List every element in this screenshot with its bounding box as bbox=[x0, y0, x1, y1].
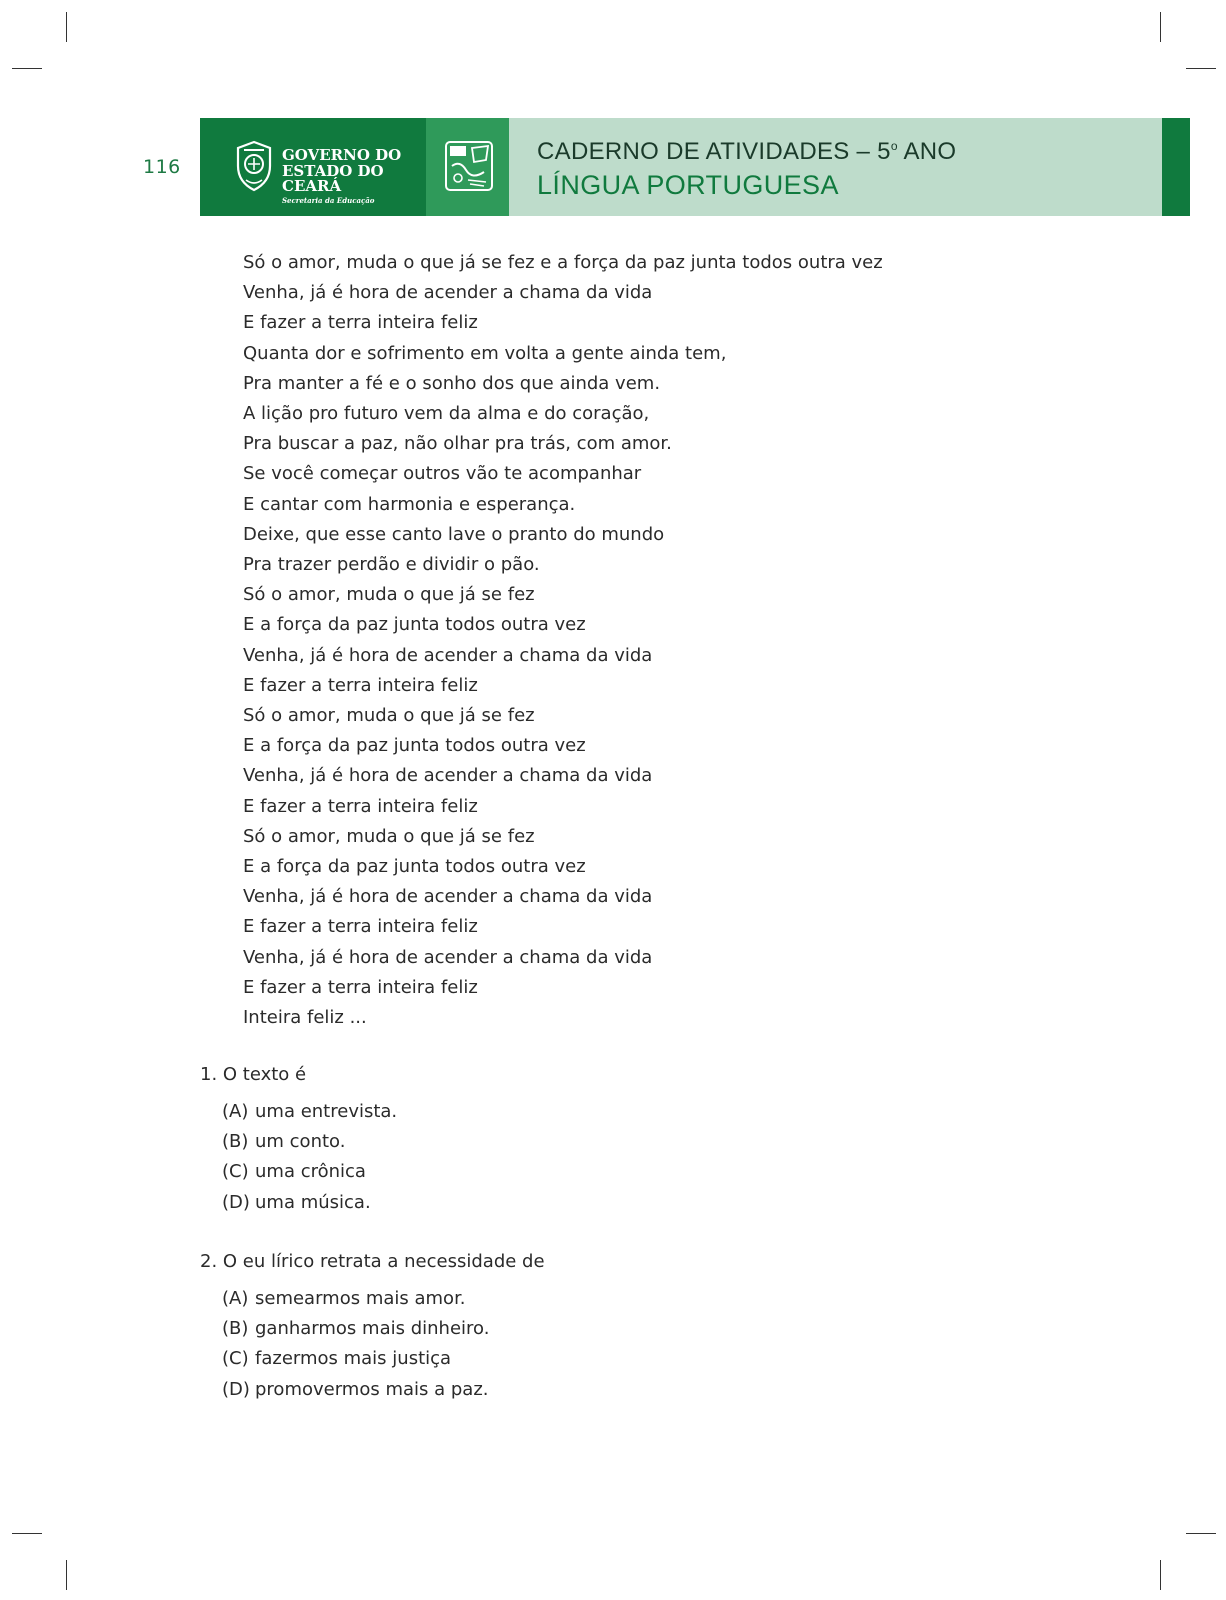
lyric-line: Pra manter a fé e o sonho dos que ainda vem. bbox=[243, 372, 661, 394]
header-title-end: ANO bbox=[897, 138, 957, 165]
lyric-line: Só o amor, muda o que já se fez e a força da paz junta todos outra vez bbox=[243, 252, 883, 273]
question-1 bbox=[200, 1063, 397, 1218]
crop-mark bbox=[66, 1560, 67, 1590]
crop-mark bbox=[12, 1533, 42, 1534]
header-end-bar bbox=[1162, 118, 1190, 216]
option-text: semearmos mais amor. bbox=[255, 1288, 466, 1309]
answer-option-b[interactable] bbox=[222, 1127, 397, 1157]
header-title-box bbox=[509, 118, 1162, 216]
crop-mark bbox=[1186, 68, 1216, 69]
option-letter: (D) bbox=[222, 1191, 250, 1213]
song-lyrics bbox=[243, 248, 883, 1033]
question-stem: 2. O eu lírico retrata a necessidade de bbox=[200, 1251, 545, 1272]
lyric-line: A lição pro futuro vem da alma e do coração, bbox=[243, 403, 650, 425]
answer-option-d[interactable] bbox=[222, 1188, 397, 1218]
lyric-line: Pra buscar a paz, não olhar pra trás, com amor. bbox=[243, 433, 672, 455]
option-letter: (B) bbox=[222, 1318, 249, 1340]
crop-mark bbox=[66, 12, 67, 42]
paic-logo-icon bbox=[444, 140, 494, 192]
answer-option-a[interactable] bbox=[222, 1097, 397, 1127]
government-logo-text bbox=[282, 148, 426, 204]
lyric-line: Pra trazer perdão e dividir o pão. bbox=[243, 554, 540, 576]
gov-line-2: ESTADO DO CEARÁ bbox=[282, 162, 384, 195]
lyric-line: E a força da paz junta todos outra vez bbox=[243, 614, 586, 636]
page-header bbox=[200, 118, 1190, 216]
paic-logo-block bbox=[426, 118, 509, 216]
crop-mark bbox=[1160, 1560, 1161, 1590]
option-letter: (B) bbox=[222, 1131, 249, 1153]
header-title bbox=[537, 138, 956, 166]
option-letter: (C) bbox=[222, 1348, 249, 1370]
header-subtitle: LÍNGUA PORTUGUESA bbox=[537, 170, 839, 200]
lyric-line: Só o amor, muda o que já se fez bbox=[243, 584, 535, 606]
lyric-line: Venha, já é hora de acender a chama da vida bbox=[243, 886, 653, 908]
gov-line-3: Secretaria da Educação bbox=[282, 196, 375, 205]
lyric-line: E fazer a terra inteira feliz bbox=[243, 916, 478, 938]
crop-mark bbox=[1160, 12, 1161, 42]
question-2 bbox=[200, 1250, 545, 1405]
option-text: fazermos mais justiça bbox=[255, 1348, 452, 1370]
lyric-line: Venha, já é hora de acender a chama da vida bbox=[243, 644, 653, 666]
lyric-line: E fazer a terra inteira feliz bbox=[243, 312, 478, 334]
option-text: um conto. bbox=[255, 1131, 346, 1153]
answer-option-b[interactable] bbox=[222, 1314, 545, 1344]
lyric-line: Deixe, que esse canto lave o pranto do mundo bbox=[243, 523, 665, 545]
crop-mark bbox=[1186, 1533, 1216, 1534]
option-text: uma música. bbox=[255, 1191, 371, 1213]
lyric-line: Só o amor, muda o que já se fez bbox=[243, 705, 535, 727]
lyric-line: E fazer a terra inteira feliz bbox=[243, 674, 478, 696]
option-letter: (D) bbox=[222, 1378, 250, 1400]
lyric-line: E cantar com harmonia e esperança. bbox=[243, 493, 576, 515]
answer-options bbox=[222, 1284, 545, 1405]
answer-options bbox=[222, 1097, 397, 1218]
header-title-main: CADERNO DE ATIVIDADES – 5 bbox=[537, 138, 891, 165]
page-number: 116 bbox=[143, 156, 181, 178]
option-text: uma crônica bbox=[255, 1161, 366, 1183]
lyric-line: Só o amor, muda o que já se fez bbox=[243, 825, 535, 847]
lyric-line: E fazer a terra inteira feliz bbox=[243, 976, 478, 998]
lyric-line: Quanta dor e sofrimento em volta a gente ainda tem, bbox=[243, 342, 727, 364]
answer-option-d[interactable] bbox=[222, 1375, 545, 1405]
header-title-sup: o bbox=[890, 139, 898, 153]
answer-option-a[interactable] bbox=[222, 1284, 545, 1314]
crop-mark bbox=[12, 68, 42, 69]
lyric-line: Inteira feliz ... bbox=[243, 1007, 367, 1029]
question-stem: 1. O texto é bbox=[200, 1064, 307, 1085]
lyric-line: E a força da paz junta todos outra vez bbox=[243, 856, 586, 878]
option-text: promovermos mais a paz. bbox=[255, 1378, 489, 1400]
gov-line-1: GOVERNO DO bbox=[282, 146, 402, 164]
option-text: ganharmos mais dinheiro. bbox=[255, 1318, 490, 1340]
option-text: uma entrevista. bbox=[255, 1101, 398, 1122]
state-crest-icon bbox=[234, 140, 274, 192]
option-letter: (A) bbox=[222, 1288, 249, 1309]
lyric-line: Venha, já é hora de acender a chama da vida bbox=[243, 282, 653, 304]
lyric-line: E fazer a terra inteira feliz bbox=[243, 795, 478, 817]
lyric-line: Se você começar outros vão te acompanhar bbox=[243, 463, 642, 485]
lyric-line: Venha, já é hora de acender a chama da vida bbox=[243, 946, 653, 968]
government-logo-block bbox=[200, 118, 426, 216]
answer-option-c[interactable] bbox=[222, 1157, 397, 1187]
option-letter: (C) bbox=[222, 1161, 249, 1183]
lyric-line: Venha, já é hora de acender a chama da vida bbox=[243, 765, 653, 787]
option-letter: (A) bbox=[222, 1101, 249, 1122]
answer-option-c[interactable] bbox=[222, 1344, 545, 1374]
lyric-line: E a força da paz junta todos outra vez bbox=[243, 735, 586, 757]
